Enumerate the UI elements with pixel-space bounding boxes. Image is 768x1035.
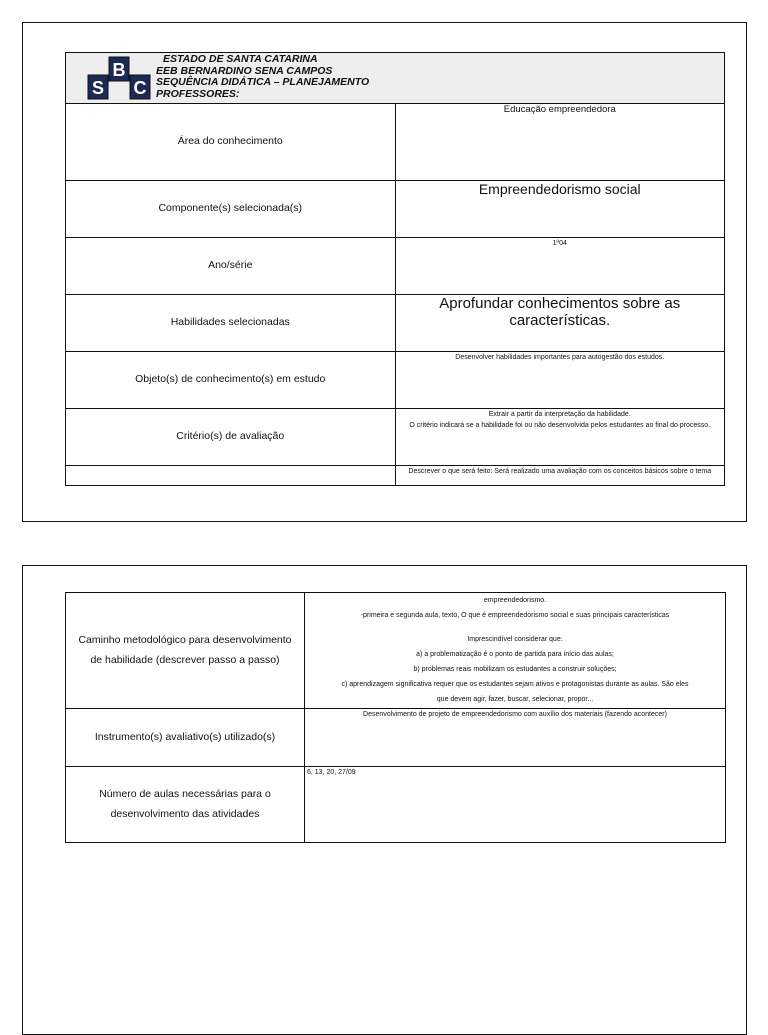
row-label	[66, 593, 305, 709]
label-line: Número de aulas necessárias para o	[99, 787, 271, 800]
table-row	[66, 593, 726, 709]
row-value: 6, 13, 20, 27/09	[305, 767, 726, 843]
method-line: c) aprendizagem significativa requer que os estudantes sejam ativos e protagonistas durante as aulas. São eles	[341, 681, 689, 688]
school-logo	[86, 55, 152, 101]
planning-table-1	[65, 52, 725, 486]
table-row	[66, 181, 725, 238]
row-value: Desenvolver habilidades importantes para autogestão dos estudos.	[395, 352, 725, 409]
row-label: Componente(s) selecionada(s)	[66, 181, 396, 238]
page-1	[22, 22, 747, 522]
row-label: Objeto(s) de conhecimento(s) em estudo	[66, 352, 396, 409]
row-label: Instrumento(s) avaliativo(s) utilizado(s)	[66, 709, 305, 767]
method-line: a) a problematização é o ponto de partida para início das aulas;	[416, 651, 614, 658]
row-value: Aprofundar conhecimentos sobre as características.	[395, 295, 725, 352]
row-label: Ano/série	[66, 238, 396, 295]
header-doc-title: SEQUÊNCIA DIDÁTICA – PLANEJAMENTO	[156, 76, 370, 88]
table-row	[66, 709, 726, 767]
table-row	[66, 295, 725, 352]
planning-table-2	[65, 592, 726, 843]
row-label: Área do conhecimento	[66, 104, 396, 181]
row-value	[305, 593, 726, 709]
row-value: Educação empreendedora	[395, 104, 725, 181]
logo-letter-b: B	[112, 60, 126, 80]
method-line: -primeira e segunda aula, texto, O que é empreendedorismo social e suas principais características	[360, 612, 670, 619]
table-row	[66, 409, 725, 466]
row-value: Desenvolvimento de projeto de empreendedorismo com auxílio dos materiais (fazendo acontecer)	[305, 709, 726, 767]
criteria-line: Extrair a partir da interpretação da habilidade.	[488, 411, 631, 418]
row-value: Empreendedorismo social	[395, 181, 725, 238]
label-line: Caminho metodológico para desenvolvimento	[78, 633, 292, 646]
header-state: ESTADO DE SANTA CATARINA	[163, 53, 318, 65]
method-line: Imprescindível considerar que:	[467, 636, 563, 643]
criteria-line: O critério indicará se a habilidade foi ou não desenvolvida pelos estudantes ao final do processo.	[409, 422, 711, 429]
row-label	[66, 767, 305, 843]
header-teachers: PROFESSORES:	[156, 87, 240, 100]
table-row	[66, 104, 725, 181]
logo-letter-s: S	[91, 78, 105, 98]
row-value: Descrever o que será feito: Será realizado uma avaliação com os conceitos básicos sobre o tema	[395, 466, 725, 486]
method-line: empreendedorismo.	[483, 597, 547, 604]
logo-letter-c: C	[133, 78, 147, 98]
label-line: desenvolvimento das atividades	[110, 807, 260, 820]
method-line: que devem agir, fazer, buscar, selecionar, propor...	[436, 696, 594, 703]
row-label: Critério(s) de avaliação	[66, 409, 396, 466]
row-value	[395, 409, 725, 466]
table-row	[66, 238, 725, 295]
school-header	[66, 53, 725, 104]
method-spacer	[305, 623, 725, 632]
method-line: b) problemas reais mobilizam os estudantes a construir soluções;	[413, 666, 617, 673]
table-row	[66, 352, 725, 409]
label-line: de habilidade (descrever passo a passo)	[90, 653, 280, 666]
table-row	[66, 466, 725, 486]
row-value: 1º04	[395, 238, 725, 295]
table-row	[66, 767, 726, 843]
page-2	[22, 565, 747, 1035]
row-label: Habilidades selecionadas	[66, 295, 396, 352]
header-school: EEB BERNARDINO SENA CAMPOS	[156, 64, 333, 77]
header-text	[156, 54, 369, 100]
row-label	[66, 466, 396, 486]
